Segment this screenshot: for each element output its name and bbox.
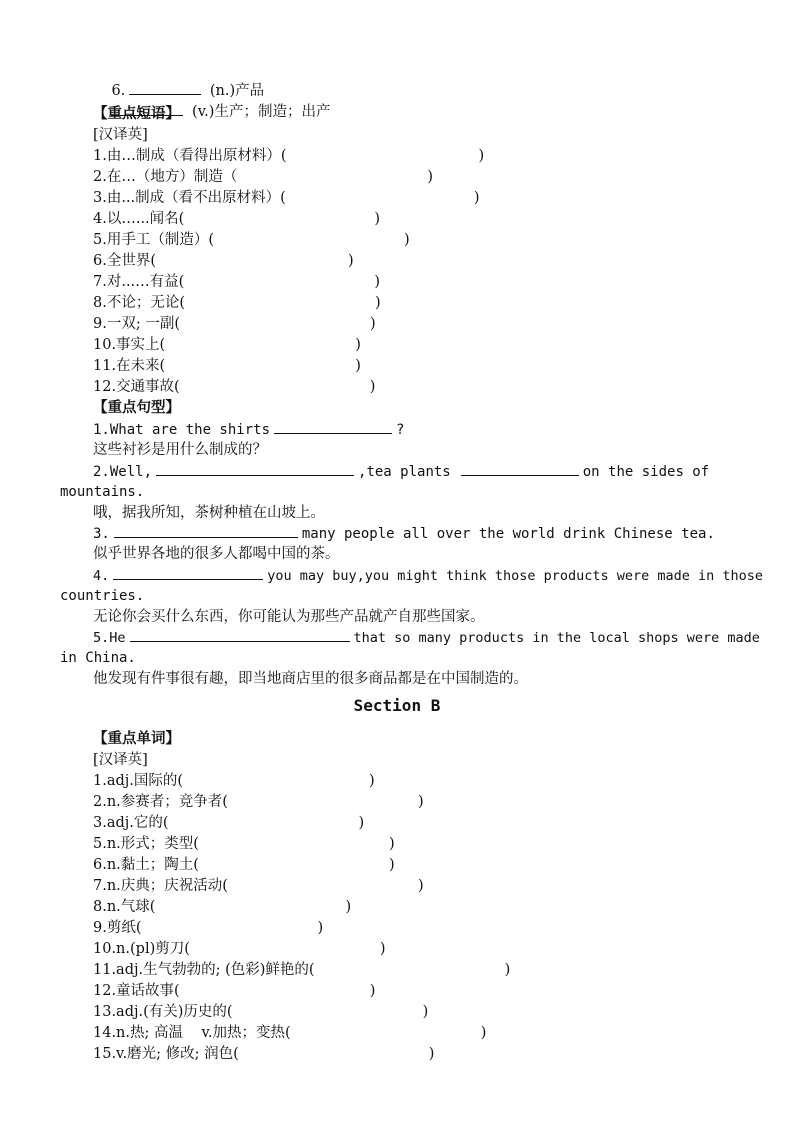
answer-blank[interactable] [461,462,579,476]
word-item: 7.n.庆典；庆祝活动( ) [93,878,424,894]
answer-blank[interactable] [113,566,263,580]
word-item: 13.adj.(有关)历史的( ) [93,1004,429,1020]
sentence-2: 2.Well, ,tea plants on the sides of [93,464,710,480]
word-item: 1.adj.国际的( ) [93,773,375,789]
phrases-heading: 【重点短语】 [93,105,180,122]
word-item: 3.adj.它的( ) [93,815,365,831]
word-item: 10.n.(pl)剪刀( ) [93,941,386,957]
answer-blank[interactable] [274,420,392,434]
phrase-item: 4.以…...闻名( ) [93,211,380,227]
sentence-3: 3. many people all over the world drink Chinese tea. [93,526,715,542]
section-b-title: Section B [353,696,441,715]
word-item: 14.n.热; 高温 v.加热；变热( ) [93,1025,487,1041]
answer-blank[interactable] [114,524,298,538]
word-item: 6.n.黏土；陶土( ) [93,857,395,873]
answer-blank[interactable] [130,628,350,642]
item-definition: (n.)产品 [209,83,265,99]
word-item: 12.童话故事( ) [93,983,376,999]
sentence-3-translation: 似乎世界各地的很多人都喝中国的茶。 [93,546,340,562]
sentence-2-continuation: mountains. [60,484,145,500]
sentences-heading: 【重点句型】 [93,399,180,416]
sentence-5-continuation: in China. [60,650,136,666]
sentence-1-translation: 这些衬衫是用什么制成的？ [93,442,267,458]
phrase-item: 5.用手工（制造）( ) [93,232,410,248]
sentence-2-translation: 哦，据我所知，茶树种植在山坡上。 [93,505,325,521]
sentence-4-translation: 无论你会买什么东西，你可能认为那些产品就产自那些国家。 [93,609,485,625]
section-b-subheading: [汉译英] [93,752,148,768]
word-item: 9.剪纸( ) [93,920,324,936]
vocab-item-6 [93,63,265,99]
word-item: 15.v.磨光; 修改; 润色( ) [93,1046,435,1062]
sentence-5: 5.He that so many products in the local shops were made [93,630,760,646]
section-b-heading: 【重点单词】 [93,730,180,747]
phrase-item: 8.不论；无论( ) [93,295,381,311]
answer-blank[interactable] [156,462,354,476]
word-item: 11.adj.生气勃勃的; (色彩)鲜艳的( ) [93,962,511,978]
item-definition: (v.)生产；制造；出产 [192,104,331,120]
phrase-item: 10.事实上( ) [93,337,361,353]
phrase-item: 1.由…制成（看得出原材料）( ) [93,148,485,164]
sentence-5-translation: 他发现有件事很有趣，即当地商店里的很多商品都是在中国制造的。 [93,671,528,687]
phrase-item: 11.在未来( ) [93,358,361,374]
sentence-4-continuation: countries. [60,588,145,604]
phrase-item: 9.一双; 一副( ) [93,316,376,332]
word-item: 5.n.形式；类型( ) [93,836,395,852]
sentence-1: 1.What are the shirts ? [93,422,405,438]
phrases-subheading: [汉译英] [93,127,148,143]
phrase-item: 12.交通事故( ) [93,379,376,395]
item-number: 6. [111,83,126,99]
sentence-4: 4. you may buy,you might think those products were made in those [93,568,764,584]
phrase-item: 2.在…（地方）制造（ ) [93,169,434,185]
phrase-item: 6.全世界( ) [93,253,354,269]
word-item: 2.n.参赛者；竞争者( ) [93,794,424,810]
phrase-item: 7.对...…有益( ) [93,274,380,290]
phrase-item: 3.由...制成（看不出原材料）( ) [93,190,480,206]
word-item: 8.n.气球( ) [93,899,352,915]
